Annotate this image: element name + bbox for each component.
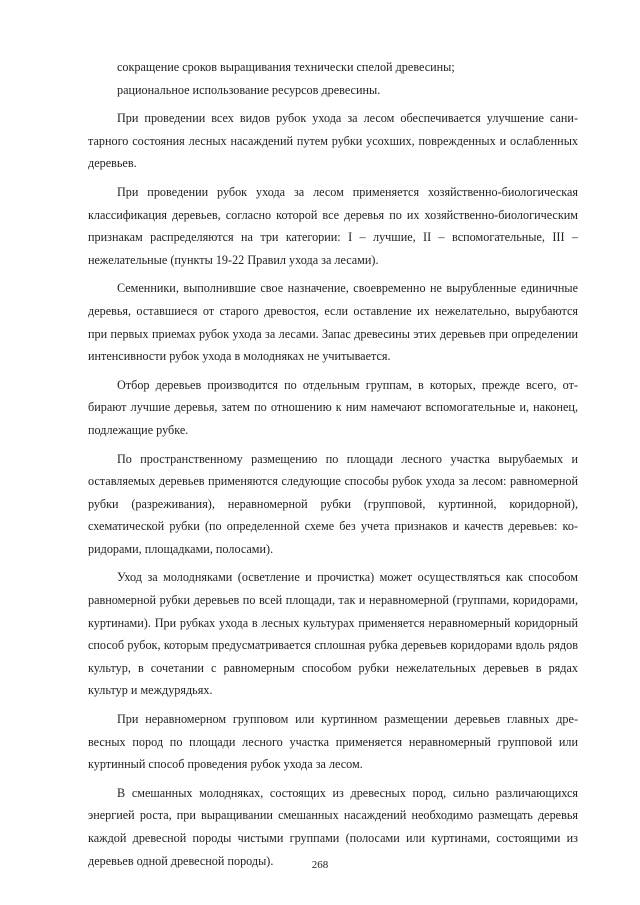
paragraph-seed-trees: Семенники, выполнившие свое назначение, своевременно не вырубленные единичные деревья, оставшиеся от старого древостоя, если оставление их нежелательно, вырубаются при первых приемах рубок ухода за лесами. Запас древесины этих деревьев при определении интенсивности рубок ухода в молодняках не учитывается.: [88, 281, 578, 364]
paragraph-mixed-stands: В смешанных молодняках, состоящих из древесных пород, сильно различающихся энергией роста, при выращивании смешанных насаждений необходимо размещать деревья каждой древесной породы чистыми группами (полосами или куртинами, состоящими из деревьев одной древесной породы).: [88, 785, 578, 868]
paragraph-tree-classification: При проведении рубок ухода за лесом применяется хозяйственно-биологическая классификация деревьев, согласно которой все деревья по их хозяйственно-биологическим признакам распределяются на три категории: I – лучшие, II – вспомогательные, III – нежелательные (пункты 19-22 Правил ухода за лесами).: [88, 184, 578, 267]
paragraph-tree-selection: Отбор деревьев производится по отдельным группам, в которых, прежде всего, отбирают лучшие деревья, затем по отношению к ним намечают вспомогательные и, наконец, подлежащие рубке.: [88, 377, 578, 437]
document-page: [88, 56, 578, 878]
paragraph-list-item-2: рациональное использование ресурсов древесины.: [117, 82, 381, 97]
paragraph-group-placement: При неравномерном групповом или куртинном размещении деревьев главных древесных пород по площади лесного участка применяется неравномерный групповой или куртинный способ проведения рубок ухода за лесом.: [88, 712, 578, 772]
paragraph-list-item-1: сокращение сроков выращивания технически спелой древесины;: [117, 60, 455, 74]
paragraph-young-stand-care: Уход за молодняками (осветление и прочистка) может осуществляться как способом равномерной рубки деревьев по всей площади, так и неравномерной (группами, коридорами, куртинами). При рубках ухода в лесных культурах применяется неравномерный коридорный способ рубок, которым предусматривается сплошная рубка деревьев коридорами вдоль рядов культур, в сочетании с равномерным способом рубки нежелательных деревьев в рядах культур и междурядьях.: [88, 570, 578, 698]
page-number: 268: [311, 859, 329, 871]
paragraph-sanitary-state: При проведении всех видов рубок ухода за лесом обеспечивается улучшение санитарного состояния лесных насаждений путем рубки усохших, поврежденных и ослабленных деревьев.: [88, 111, 578, 171]
paragraph-spatial-methods: По пространственному размещению по площади лесного участка вырубаемых и оставляемых деревьев применяются следующие способы рубок ухода за лесом: равномерной рубки (разреживания), неравномерной рубки (групповой, куртинной, коридорной), схематической рубки (по определенной схеме без учета признаков и качеств деревьев: коридорами, площадками, полосами).: [88, 451, 578, 556]
